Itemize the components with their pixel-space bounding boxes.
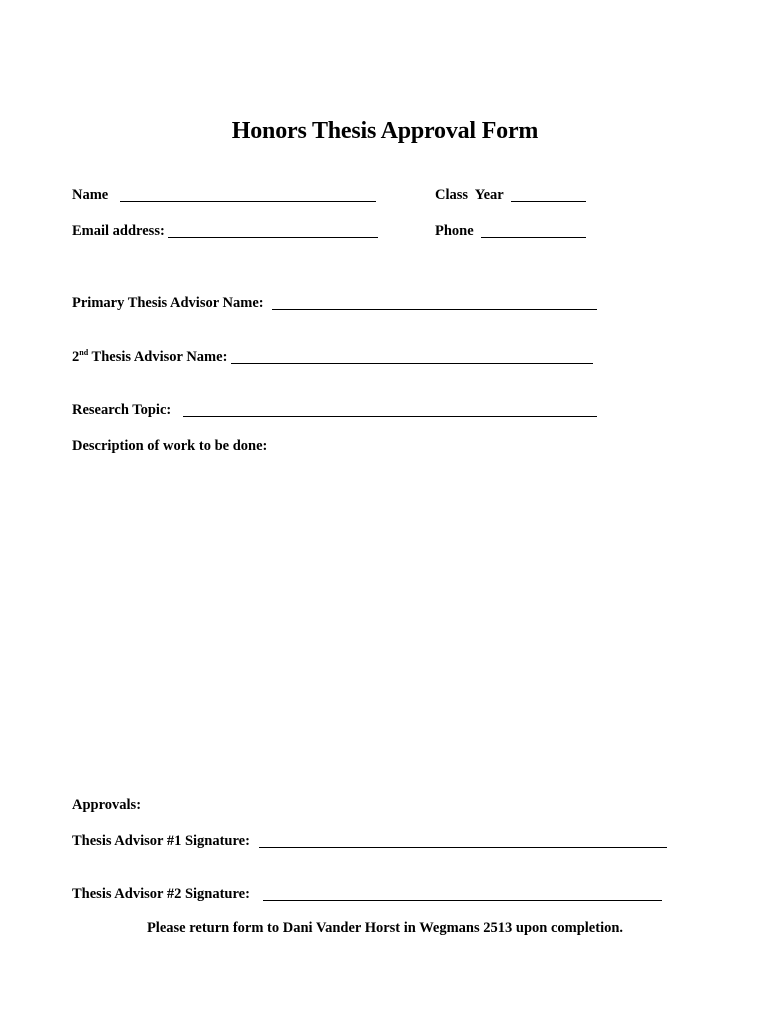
- primary-advisor-row: [72, 294, 597, 312]
- name-field[interactable]: [120, 187, 376, 202]
- advisor2-signature-row: [72, 885, 662, 903]
- name-label: Name: [72, 187, 109, 203]
- second-advisor-row: [72, 348, 593, 366]
- second-advisor-prefix: 2: [72, 349, 80, 365]
- second-advisor-sup: nd: [79, 348, 89, 358]
- phone-field[interactable]: [481, 223, 586, 238]
- form-title: Honors Thesis Approval Form: [231, 118, 539, 144]
- description-label: Description of work to be done:: [72, 438, 268, 454]
- email-row: [72, 222, 378, 240]
- second-advisor-field[interactable]: [231, 349, 593, 364]
- phone-row: [435, 222, 586, 240]
- email-field[interactable]: [168, 223, 378, 238]
- primary-advisor-field[interactable]: [272, 295, 597, 310]
- research-topic-field[interactable]: [183, 402, 597, 417]
- phone-label: Phone: [435, 223, 474, 239]
- name-row: [72, 186, 376, 204]
- email-label: Email address:: [72, 223, 165, 239]
- footer-note: Please return form to Dani Vander Horst in Wegmans 2513 upon completion.: [146, 920, 624, 936]
- second-advisor-label: [72, 348, 227, 366]
- class-year-label: Class Year: [435, 187, 504, 203]
- description-area[interactable]: [72, 462, 672, 782]
- research-topic-row: [72, 401, 597, 419]
- advisor1-signature-row: [72, 832, 667, 850]
- primary-advisor-label: Primary Thesis Advisor Name:: [72, 295, 264, 311]
- approvals-row: [72, 796, 141, 814]
- approvals-label: Approvals:: [72, 797, 142, 813]
- advisor2-signature-label: Thesis Advisor #2 Signature:: [72, 886, 250, 902]
- description-row: [72, 437, 267, 455]
- advisor2-signature-field[interactable]: [263, 886, 662, 901]
- class-year-field[interactable]: [511, 187, 586, 202]
- second-advisor-text: Thesis Advisor Name:: [88, 349, 228, 365]
- advisor1-signature-label: Thesis Advisor #1 Signature:: [72, 833, 250, 849]
- class-year-row: [435, 186, 586, 204]
- research-topic-label: Research Topic:: [72, 402, 172, 418]
- advisor1-signature-field[interactable]: [259, 833, 667, 848]
